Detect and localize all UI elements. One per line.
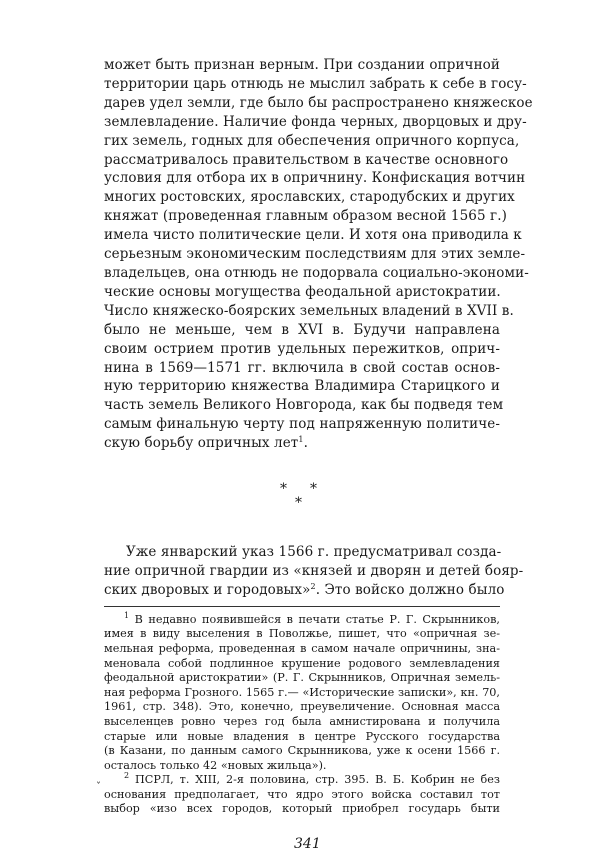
footnote-line [104, 759, 500, 774]
footnote-line [104, 773, 500, 788]
footnote-line-content: феодальной аристократии» (Р. Г. Скрынников, Опричная земель- [104, 671, 500, 685]
section-separator [104, 473, 500, 525]
text-line [104, 377, 500, 396]
footnote-rule [104, 606, 500, 607]
footnote-ref: 2 [310, 581, 316, 591]
footnote-line [104, 610, 500, 628]
footnote-line-content: меновала собой подлинное крушение родового землевладения [104, 656, 500, 670]
text-line-content: самым финальную черту под напряженную политиче- [104, 416, 500, 433]
text-line [104, 207, 507, 226]
text-line [104, 415, 500, 434]
footnote-line [104, 730, 500, 745]
separator-star: * [310, 481, 317, 498]
text-line: Уже январский указ 1566 г. предусматривал созда- [126, 544, 502, 561]
separator-star: * [280, 481, 287, 498]
footnote-line-content: основания предполагает, что ядро этого войска составил тот [104, 787, 500, 801]
text-line-content: территории царь отнюдь не мыслил забрать к себе в госу- [104, 75, 527, 92]
text-line [104, 94, 533, 113]
text-line-content: Число княжеско-боярских земельных владений в XVII в. [104, 302, 514, 319]
text-line-content: скую борьбу опричных лет [104, 435, 299, 452]
text-line [104, 188, 515, 207]
text-line: скую борьбу опричных лет$^1$. [104, 435, 308, 452]
text-line [104, 56, 500, 75]
footnote-line [104, 715, 500, 730]
text-line-content: владельцев, она отнюдь не подорвала социально-экономи- [104, 264, 529, 281]
text-line [104, 132, 520, 151]
footnote-line-content: ная реформа Грозного. 1565 г.— «Исторические записки», кн. 70, [104, 685, 500, 699]
footnote-line-content: мельная реформа, проведенная в самом начале опричнины, зна- [104, 641, 500, 655]
footnote-number: 1 [124, 610, 130, 620]
text-line-content: княжат (проведенная главным образом весной 1565 г.) [104, 208, 507, 225]
text-line-content: серьезным экономическим последствиям для этих земле- [104, 246, 526, 263]
footnote-line [104, 671, 500, 686]
text-line [104, 396, 504, 415]
text-line-content: может быть признан верным. При создании опричной [104, 57, 500, 73]
separator-star: * [295, 495, 302, 512]
page-number: 341 [294, 836, 321, 852]
footnote [104, 773, 500, 817]
text-line [104, 245, 526, 264]
footnote-line-content: 1961, стр. 348). Это, конечно, преувеличение. Основная масса [104, 700, 500, 714]
text-line-content: своим острием против удельных пережитков, оприч- [104, 340, 500, 357]
text-line [104, 169, 526, 188]
text-line [104, 340, 500, 359]
page-body [104, 56, 533, 817]
text-line-content: дарев удел земли, где было бы распространено княжеское [104, 94, 533, 111]
text-line [104, 302, 514, 321]
text-line-content: нина в 1569—1571 гг. включила в свой состав основ- [104, 359, 500, 376]
text-line [104, 321, 500, 340]
footnote-line-content: (в Казани, по данным самого Скрынникова, уже к осени 1566 г. [104, 744, 500, 758]
second-paragraph [104, 543, 524, 600]
footnote-line-content: выбор «изо всех городов, который приобрел государь быти [104, 802, 500, 816]
text-line-content: гих земель, годных для обеспечения опричного корпуса, [104, 132, 520, 149]
main-paragraph [104, 56, 533, 453]
text-line-content: рассматривалось правительством в качестве основного [104, 151, 509, 168]
text-line-content: многих ростовских, ярославских, стародубских и других [104, 189, 515, 206]
text-line [104, 113, 527, 132]
footnote-line-content: имея в виду выселения в Поволжье, пишет, что «опричная зе- [104, 627, 500, 641]
footnote-line [104, 802, 500, 817]
footnote-line-content: ПСРЛ, т. XIII, 2-я половина, стр. 395. В. Б. Кобрин не без [135, 773, 500, 787]
footnote-line [104, 700, 500, 715]
text-line-content: ческие основы могущества феодальной аристократии. [104, 283, 501, 300]
footnote-line-content: В недавно появившейся в печати статье Р. Г. Скрынников, [134, 612, 500, 626]
footnote-line-content: выселенцев ровно через год была амнистирована и получила [104, 714, 500, 728]
footnote-line [104, 686, 500, 701]
footnote-line-content: старые или новые владения в центре Русского государства [104, 729, 500, 743]
text-line: ние опричной гвардии из «князей и дворян и детей бояр- [104, 562, 524, 579]
footnote-line [104, 642, 500, 657]
footnote-number: 2 [124, 771, 130, 781]
text-line [104, 226, 522, 245]
text-line [104, 264, 529, 283]
footnote-line [104, 788, 500, 803]
footnotes [104, 610, 500, 817]
text-line: ских дворовых и городовых»$^2$. Это войско должно было [104, 581, 505, 598]
text-line [104, 75, 527, 94]
footnote-line [104, 627, 500, 642]
text-line-content: часть земель Великого Новгорода, как бы подведя тем [104, 397, 504, 414]
margin-mark: ˇ [96, 782, 101, 793]
footnote-line [104, 657, 500, 672]
text-line-content: имела чисто политические цели. И хотя она приводила к [104, 227, 522, 244]
text-line [104, 151, 509, 170]
text-line [104, 359, 500, 378]
footnote-ref: 1 [298, 435, 304, 445]
footnote-line-content: осталось только 42 «новых жильца»). [104, 758, 327, 772]
footnote [104, 610, 500, 774]
text-line [104, 283, 500, 302]
text-line-content: землевладение. Наличие фонда черных, дворцовых и дру- [104, 113, 527, 130]
text-line-content: ную территорию княжества Владимира Старицкого и [104, 378, 500, 395]
footnote-line [104, 744, 500, 759]
text-line-content: было не меньше, чем в XVI в. Будучи направлена [104, 321, 500, 338]
text-line-content: условия для отбора их в опричнину. Конфискация вотчин [104, 170, 526, 187]
